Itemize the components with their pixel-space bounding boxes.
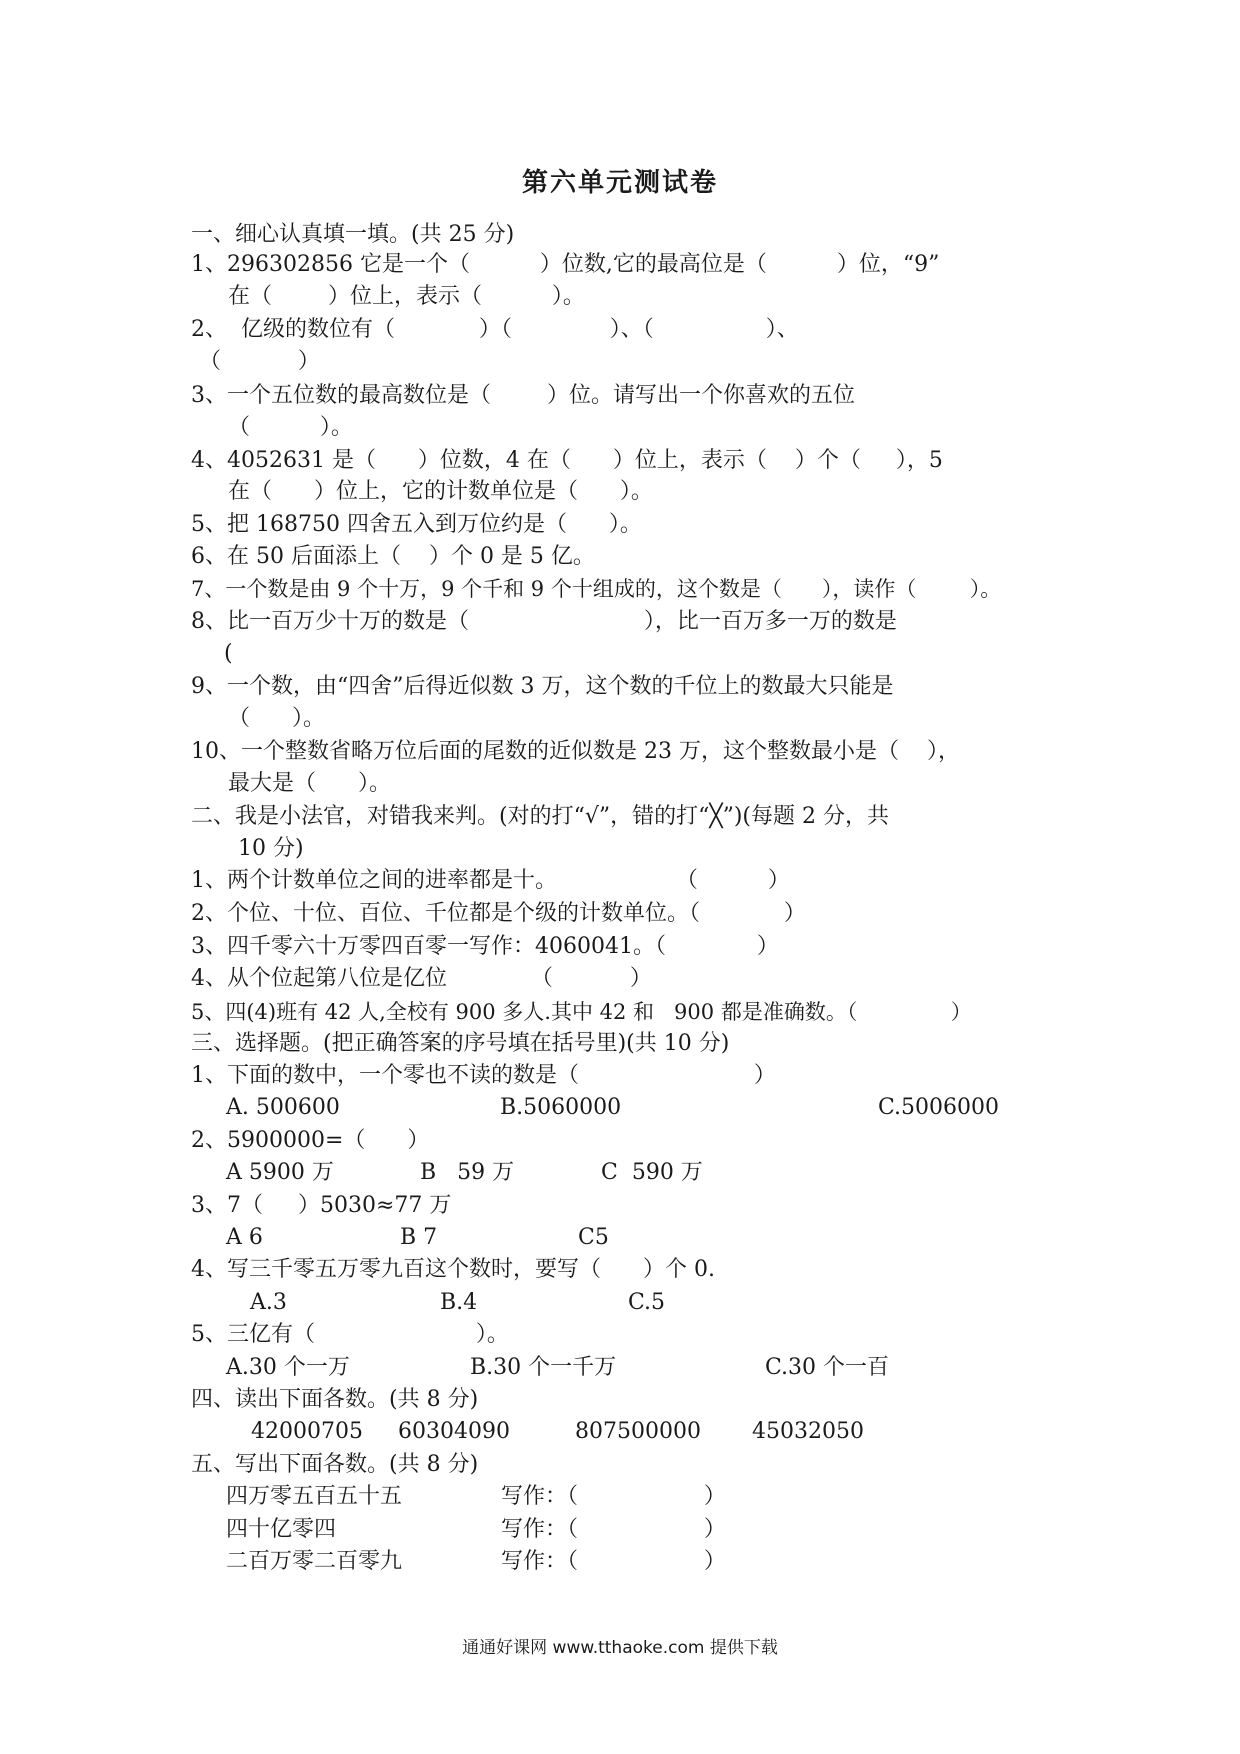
option-c: C.5	[628, 1290, 666, 1315]
option-b: B.4	[440, 1290, 478, 1315]
question-line: 1、两个计数单位之间的进率都是十。 （ ）	[191, 868, 790, 893]
section-2-heading: 10 分)	[238, 836, 304, 861]
section-5-heading: 五、写出下面各数。(共 8 分)	[191, 1452, 479, 1477]
question-line: (	[224, 641, 233, 666]
question-line: （ ）	[199, 349, 320, 374]
section-1-heading: 一、细心认真填一填。(共 25 分)	[191, 222, 515, 247]
question-line: 在（ ）位上，它的计数单位是（ ）。	[228, 479, 653, 504]
question-line: 5、四(4)班有 42 人,全校有 900 多人.其中 42 和 900 都是准确数。（ ）	[191, 1000, 972, 1024]
question-line: 7、一个数是由 9 个十万，9 个千和 9 个十组成的，这个数是（ ），读作（ ）。	[191, 577, 1002, 601]
question-line: 1、下面的数中，一个零也不读的数是（ ）	[191, 1063, 776, 1088]
option-a: A.30 个一万	[226, 1355, 350, 1380]
question-line: 8、比一百万少十万的数是（ ），比一百万多一万的数是	[191, 609, 897, 634]
option-a: A 5900 万	[226, 1160, 334, 1185]
option-c: C5	[578, 1225, 609, 1250]
number-to-read: 807500000	[575, 1419, 701, 1444]
question-line: 2、个位、十位、百位、千位都是个级的计数单位。（ ）	[191, 901, 806, 926]
number-words: 四万零五百五十五	[226, 1484, 403, 1509]
section-4-heading: 四、读出下面各数。(共 8 分)	[191, 1387, 479, 1412]
question-line: 4、从个位起第八位是亿位 （ ）	[191, 966, 652, 991]
number-words: 四十亿零四	[226, 1517, 337, 1542]
section-3-heading: 三、选择题。(把正确答案的序号填在括号里)(共 10 分)	[191, 1031, 730, 1056]
write-answer: 写作：（ ）	[501, 1549, 726, 1574]
option-c: C.30 个一百	[765, 1355, 890, 1380]
number-to-read: 60304090	[398, 1419, 510, 1444]
option-b: B.30 个一千万	[470, 1355, 617, 1380]
question-line: 6、在 50 后面添上（ ）个 0 是 5 亿。	[191, 544, 595, 569]
option-b: B.5060000	[500, 1095, 622, 1120]
question-line: 4、4052631 是（ ）位数，4 在（ ）位上，表示（ ）个（ ），5	[191, 448, 943, 473]
question-line: 2、5900000=（ ）	[191, 1128, 430, 1153]
question-line: 5、把 168750 四舍五入到万位约是（ ）。	[191, 512, 642, 537]
option-b: B 7	[400, 1225, 438, 1250]
question-line: 5、三亿有（ ）。	[191, 1322, 509, 1347]
question-line: （ ）。	[228, 706, 325, 731]
option-c: C.5006000	[878, 1095, 1000, 1120]
number-to-read: 45032050	[752, 1419, 864, 1444]
option-a: A. 500600	[226, 1095, 340, 1120]
number-to-read: 42000705	[251, 1419, 363, 1444]
question-line: 4、写三千零五万零九百这个数时，要写（ ）个 0.	[191, 1257, 715, 1282]
option-a: A.3	[250, 1290, 287, 1315]
number-words: 二百万零二百零九	[226, 1549, 403, 1574]
option-b: B 59 万	[420, 1160, 515, 1185]
question-line: （ ）。	[228, 415, 353, 440]
question-line: 3、四千零六十万零四百零一写作：4060041。（ ）	[191, 934, 779, 959]
write-answer: 写作：（ ）	[501, 1484, 726, 1509]
question-line: 3、一个五位数的最高数位是（ ）位。请写出一个你喜欢的五位	[191, 383, 855, 408]
question-line: 10、一个整数省略万位后面的尾数的近似数是 23 万，这个整数最小是（ ），	[191, 739, 960, 764]
question-line: 在（ ）位上，表示（ ）。	[228, 284, 585, 309]
question-line: 3、7（ ）5030≈77 万	[191, 1193, 452, 1218]
option-c: C 590 万	[601, 1160, 703, 1185]
question-line: 最大是（ ）。	[228, 771, 391, 796]
page-title: 第六单元测试卷	[521, 168, 718, 198]
section-2-heading: 二、我是小法官，对错我来判。(对的打“√”，错的打“╳”)(每题 2 分，共	[191, 804, 889, 829]
option-a: A 6	[226, 1225, 263, 1250]
question-line: 1、296302856 它是一个（ ）位数,它的最高位是（ ）位，“9”	[191, 252, 940, 277]
question-line: 9、一个数，由“四舍”后得近似数 3 万，这个数的千位上的数最大只能是	[191, 674, 894, 699]
write-answer: 写作：（ ）	[501, 1517, 726, 1542]
question-line: 2、 亿级的数位有（ ）（ ）、（ ）、	[191, 317, 799, 342]
footer-credit: 通通好课网 www.tthaoke.com 提供下载	[462, 1638, 778, 1658]
